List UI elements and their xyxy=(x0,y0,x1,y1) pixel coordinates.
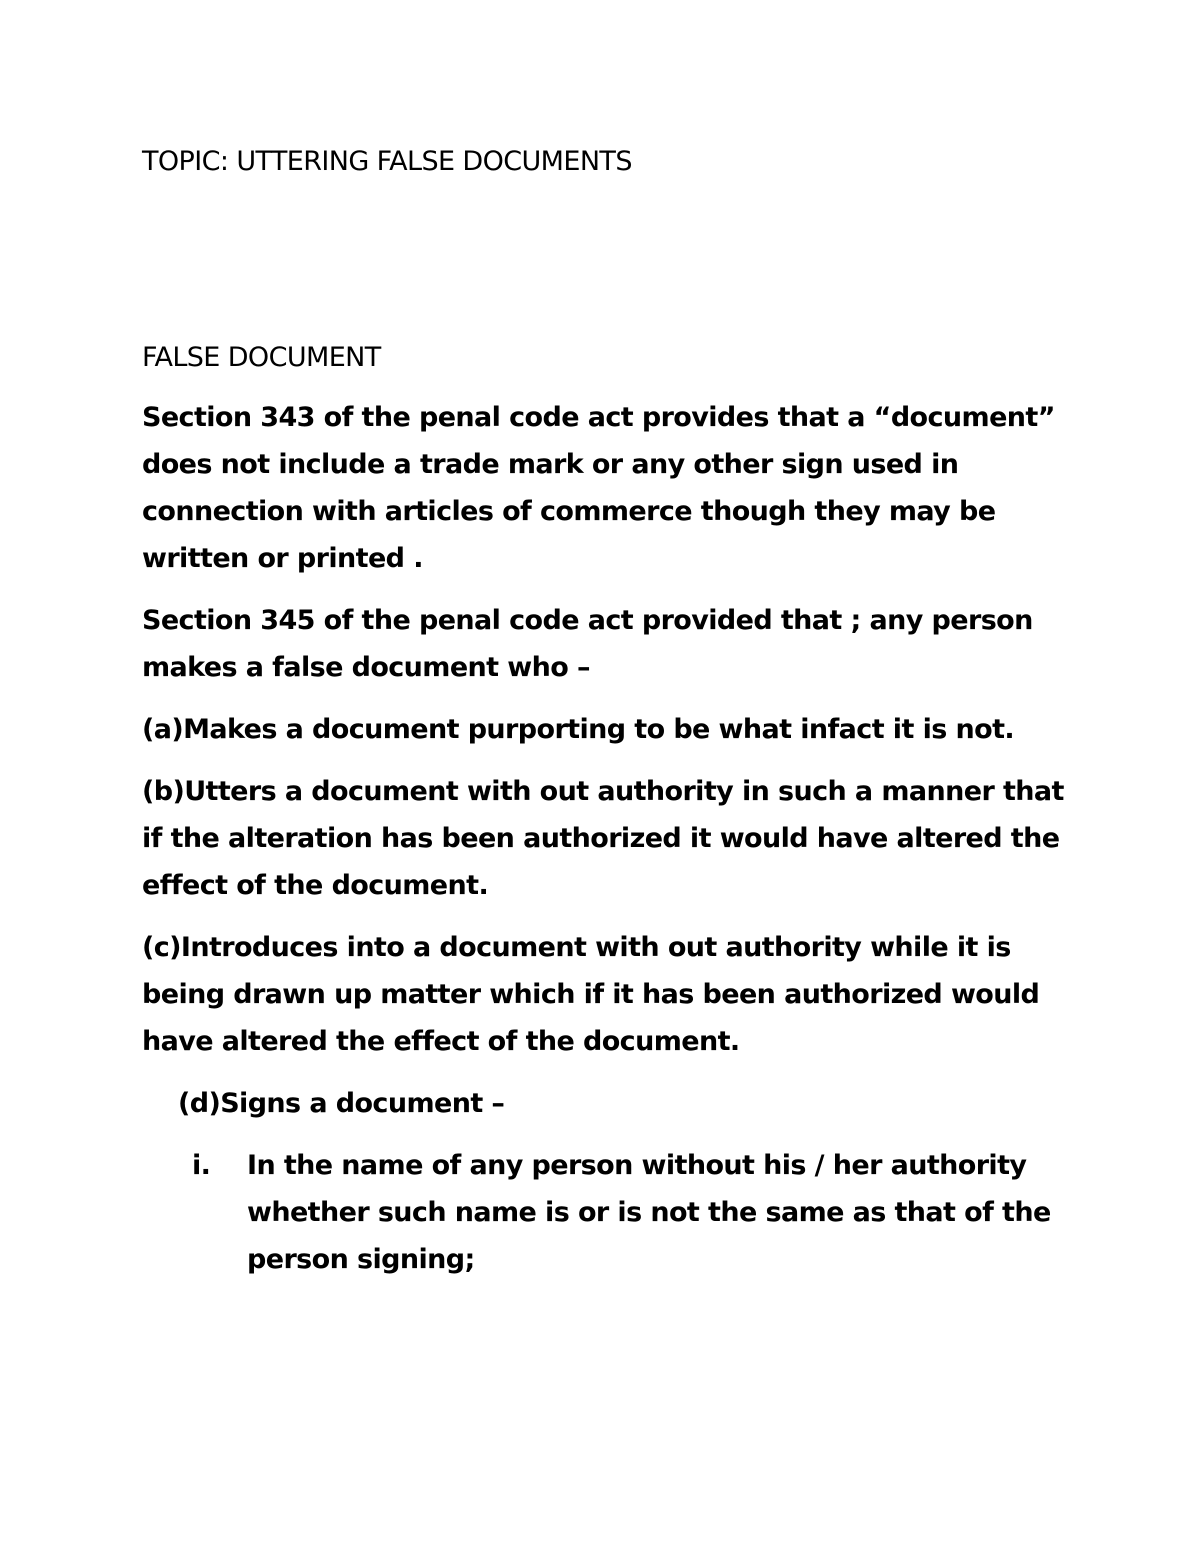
topic-title: TOPIC: UTTERING FALSE DOCUMENTS xyxy=(142,146,632,177)
paragraph-section-345: Section 345 of the penal code act provided that ; any person makes a false document who – xyxy=(142,605,1033,683)
clause-b: (b)Utters a document with out authority in such a manner that if the alteration has been authorized it would have altered the effect of the document. xyxy=(142,776,1064,901)
clause-c: (c)Introduces into a document with out authority while it is being drawn up matter which if it has been authorized would have altered the effect of the document. xyxy=(142,932,1040,1057)
roman-list xyxy=(142,1142,1072,1283)
list-item xyxy=(142,1142,1072,1283)
paragraph-section-343: Section 343 of the penal code act provides that a “document” does not include a trade mark or any other sign used in connection with articles of commerce though they may be written or printed . xyxy=(142,402,1055,574)
section-heading: FALSE DOCUMENT xyxy=(142,342,381,373)
document-body xyxy=(142,334,1072,1283)
clause-a: (a)Makes a document purporting to be what infact it is not. xyxy=(142,714,1015,745)
list-marker: i. xyxy=(192,1150,211,1181)
list-item-text: In the name of any person without his / her authority whether such name is or is not the same as that of the person signing; xyxy=(247,1150,1051,1275)
clause-d: (d)Signs a document – xyxy=(178,1088,505,1119)
